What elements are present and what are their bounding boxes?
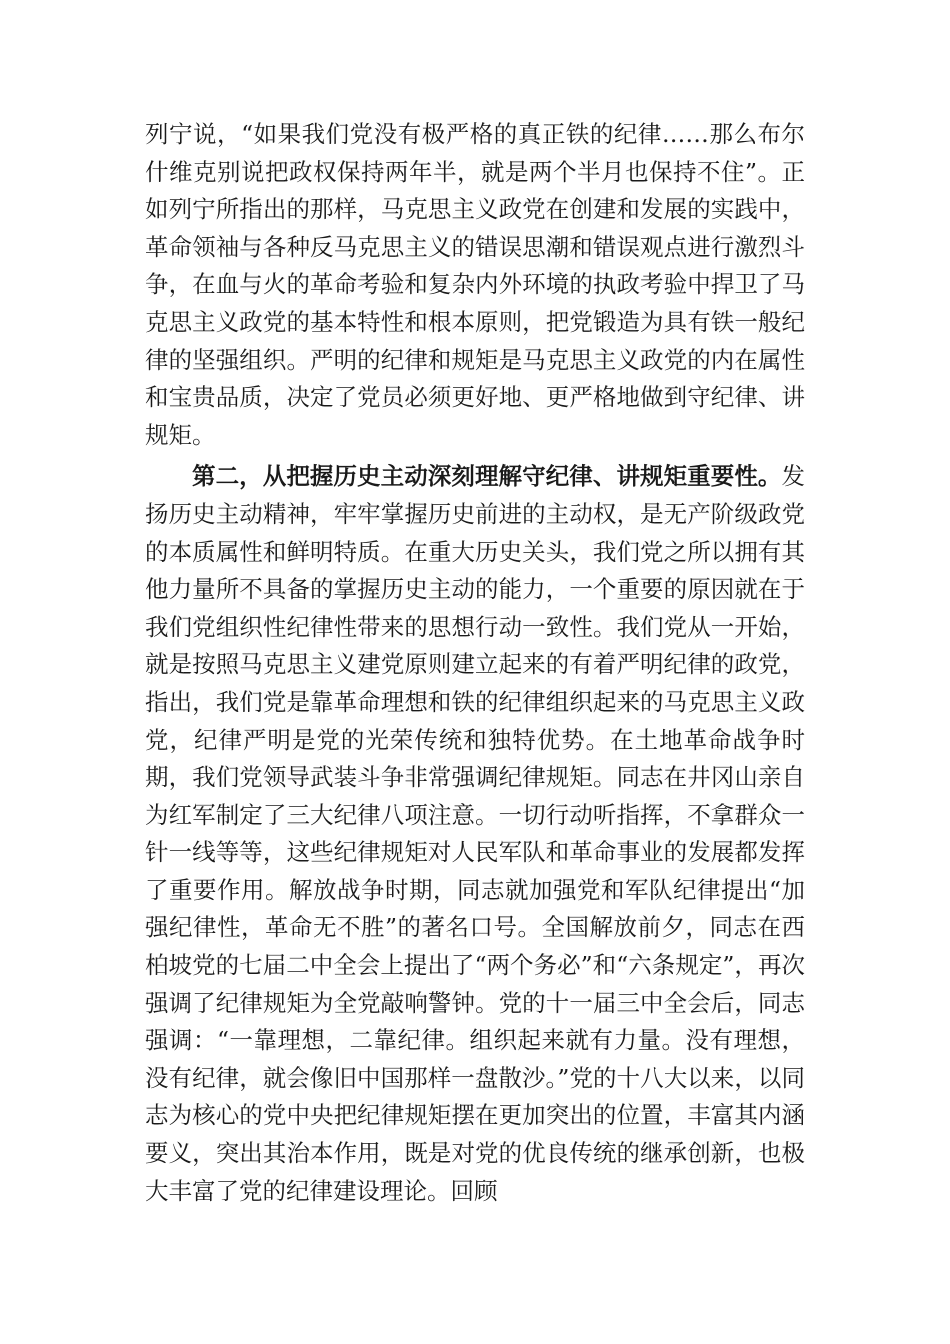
document-body bbox=[145, 116, 805, 1210]
paragraph-2-body: 发扬历史主动精神，牢牢掌握历史前进的主动权，是无产阶级政党的本质属性和鲜明特质。在重大历史关头，我们党之所以拥有其他力量所不具备的掌握历史主动的能力，一个重要的原因就在于我们党组织性纪律性带来的思想行动一致性。我们党从一开始，就是按照马克思主义建党原则建立起来的有着严明纪律的政党，指出，我们党是靠革命理想和铁的纪律组织起来的马克思主义政党，纪律严明是党的光荣传统和独特优势。在土地革命战争时期，我们党领导武装斗争非常强调纪律规矩。同志在井冈山亲自为红军制定了三大纪律八项注意。一切行动听指挥，不拿群众一针一线等等，这些纪律规矩对人民军队和革命事业的发展都发挥了重要作用。解放战争时期，同志就加强党和军队纪律提出“加强纪律性，革命无不胜”的著名口号。全国解放前夕，同志在西柏坡党的七届二中全会上提出了“两个务必”和“六条规定”，再次强调了纪律规矩为全党敲响警钟。党的十一届三中全会后，同志强调：“一靠理想，二靠纪律。组织起来就有力量。没有理想，没有纪律，就会像旧中国那样一盘散沙。”党的十八大以来，以同志为核心的党中央把纪律规矩摆在更加突出的位置，丰富其内涵要义，突出其治本作用，既是对党的优良传统的继承创新，也极大丰富了党的纪律建设理论。回顾 bbox=[145, 462, 805, 1205]
paragraph-2-heading: 第二，从把握历史主动深刻理解守纪律、讲规矩重要性。 bbox=[192, 462, 782, 491]
paragraph-2 bbox=[145, 458, 805, 1210]
paragraph-1: 列宁说，“如果我们党没有极严格的真正铁的纪律……那么布尔什维克别说把政权保持两年半，就是两个半月也保持不住”。正如列宁所指出的那样，马克思主义政党在创建和发展的实践中，革命领袖与各种反马克思主义的错误思潮和错误观点进行激烈斗争，在血与火的革命考验和复杂内外环境的执政考验中捍卫了马克思主义政党的基本特性和根本原则，把党锻造为具有铁一般纪律的坚强组织。严明的纪律和规矩是马克思主义政党的内在属性和宝贵品质，决定了党员必须更好地、更严格地做到守纪律、讲规矩。 bbox=[145, 120, 805, 449]
